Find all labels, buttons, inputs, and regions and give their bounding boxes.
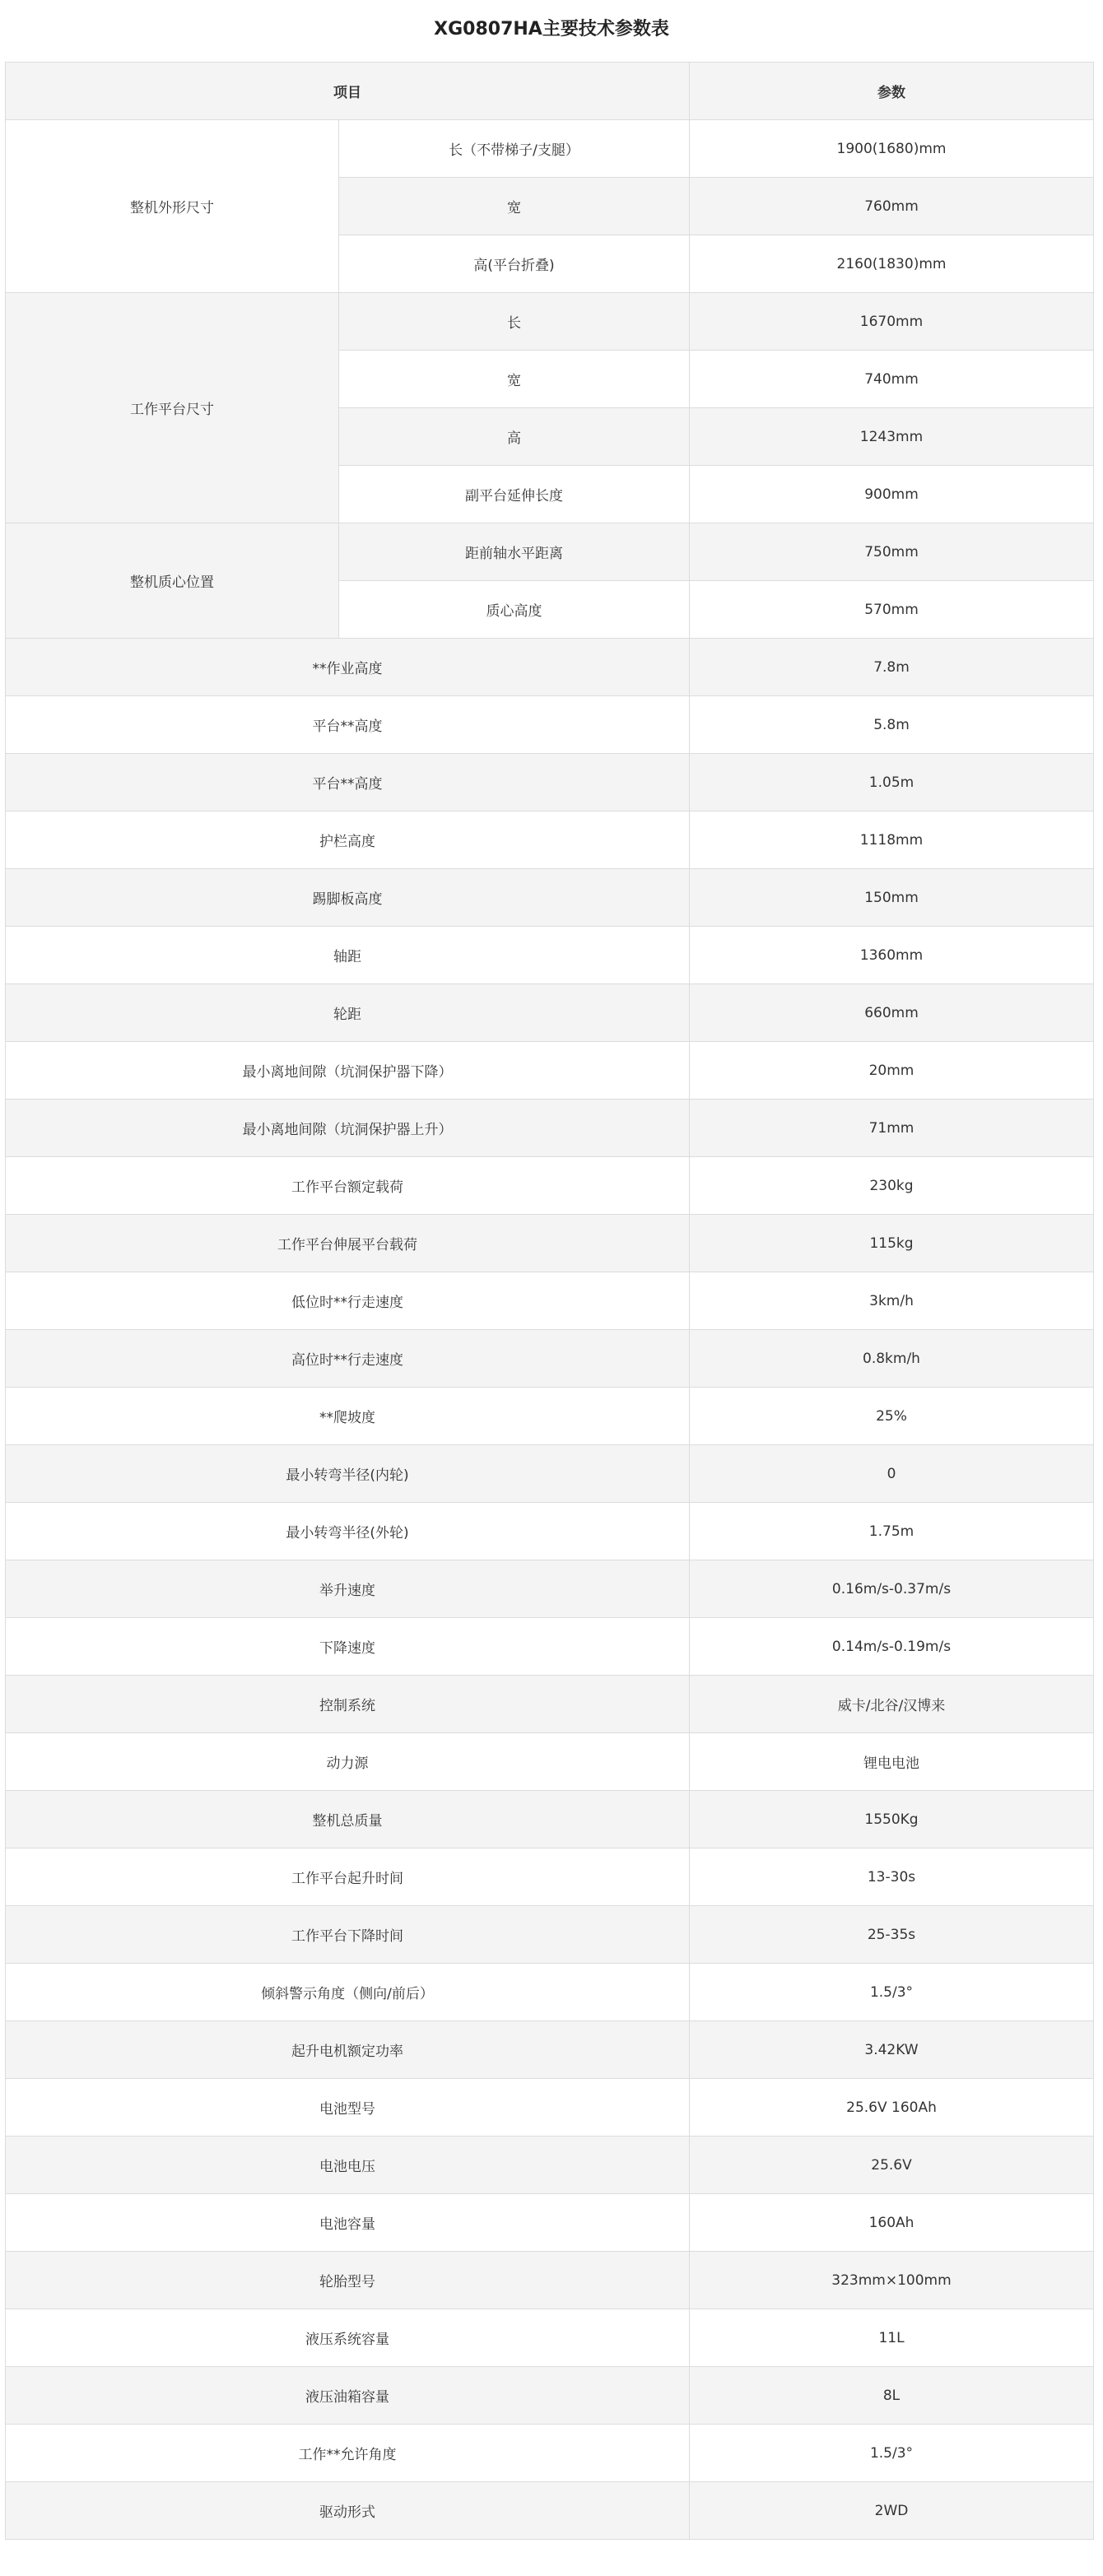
group-label: 工作平台尺寸 <box>6 293 339 523</box>
param-value: 锂电电池 <box>690 1733 1094 1791</box>
item-label: 轴距 <box>6 927 690 984</box>
table-row <box>6 696 1094 754</box>
table-row <box>6 2079 1094 2137</box>
param-value: 25.6V 160Ah <box>690 2079 1094 2137</box>
item-label: 电池容量 <box>6 2194 690 2252</box>
table-row <box>6 1733 1094 1791</box>
header-param: 参数 <box>690 63 1094 120</box>
table-row <box>6 1503 1094 1560</box>
item-label: **爬坡度 <box>6 1388 690 1445</box>
table-row <box>6 1157 1094 1215</box>
param-value: 25% <box>690 1388 1094 1445</box>
param-value: 2WD <box>690 2482 1094 2540</box>
param-value: 1670mm <box>690 293 1094 351</box>
table-row <box>6 1791 1094 1848</box>
item-label: 控制系统 <box>6 1676 690 1733</box>
item-label: 倾斜警示角度（侧向/前后） <box>6 1964 690 2021</box>
param-value: 740mm <box>690 351 1094 408</box>
table-row <box>6 811 1094 869</box>
table-row <box>6 1388 1094 1445</box>
item-label: 工作平台下降时间 <box>6 1906 690 1964</box>
item-label: 液压系统容量 <box>6 2309 690 2367</box>
param-value: 900mm <box>690 466 1094 523</box>
param-value: 570mm <box>690 581 1094 639</box>
item-label: 工作平台起升时间 <box>6 1848 690 1906</box>
param-value: 0.8km/h <box>690 1330 1094 1388</box>
table-row <box>6 1272 1094 1330</box>
table-row <box>6 1100 1094 1157</box>
table-row <box>6 639 1094 696</box>
sub-item-label: 宽 <box>339 178 690 235</box>
param-value: 230kg <box>690 1157 1094 1215</box>
table-row <box>6 1906 1094 1964</box>
param-value: 0 <box>690 1445 1094 1503</box>
item-label: 工作平台额定载荷 <box>6 1157 690 1215</box>
item-label: 动力源 <box>6 1733 690 1791</box>
param-value: 25-35s <box>690 1906 1094 1964</box>
table-row <box>6 1215 1094 1272</box>
item-label: 平台**高度 <box>6 696 690 754</box>
table-row <box>6 927 1094 984</box>
table-row <box>6 1042 1094 1100</box>
param-value: 660mm <box>690 984 1094 1042</box>
table-row <box>6 2482 1094 2540</box>
table-row <box>6 120 1094 178</box>
item-label: **作业高度 <box>6 639 690 696</box>
param-value: 3.42KW <box>690 2021 1094 2079</box>
item-label: 工作平台伸展平台载荷 <box>6 1215 690 1272</box>
table-row <box>6 1848 1094 1906</box>
param-value: 20mm <box>690 1042 1094 1100</box>
spec-table <box>5 62 1094 2540</box>
sub-item-label: 副平台延伸长度 <box>339 466 690 523</box>
param-value: 11L <box>690 2309 1094 2367</box>
param-value: 71mm <box>690 1100 1094 1157</box>
param-value: 25.6V <box>690 2137 1094 2194</box>
group-label: 整机质心位置 <box>6 523 339 639</box>
param-value: 0.14m/s-0.19m/s <box>690 1618 1094 1676</box>
item-label: 整机总质量 <box>6 1791 690 1848</box>
param-value: 1.5/3° <box>690 1964 1094 2021</box>
item-label: 最小离地间隙（坑洞保护器下降） <box>6 1042 690 1100</box>
table-row <box>6 293 1094 351</box>
param-value: 1.05m <box>690 754 1094 811</box>
spec-table-body <box>6 63 1094 2540</box>
param-value: 1118mm <box>690 811 1094 869</box>
page-title: XG0807HA主要技术参数表 <box>434 19 669 40</box>
param-value: 1360mm <box>690 927 1094 984</box>
table-row <box>6 754 1094 811</box>
table-row <box>6 984 1094 1042</box>
item-label: 下降速度 <box>6 1618 690 1676</box>
table-row <box>6 1560 1094 1618</box>
param-value: 1243mm <box>690 408 1094 466</box>
table-row <box>6 2252 1094 2309</box>
param-value: 160Ah <box>690 2194 1094 2252</box>
param-value: 150mm <box>690 869 1094 927</box>
table-row <box>6 2137 1094 2194</box>
table-row <box>6 1618 1094 1676</box>
table-header-row <box>6 63 1094 120</box>
param-value: 5.8m <box>690 696 1094 754</box>
item-label: 高位时**行走速度 <box>6 1330 690 1388</box>
table-row <box>6 1676 1094 1733</box>
param-value: 7.8m <box>690 639 1094 696</box>
item-label: 最小离地间隙（坑洞保护器上升） <box>6 1100 690 1157</box>
sub-item-label: 质心高度 <box>339 581 690 639</box>
table-row <box>6 2021 1094 2079</box>
item-label: 轮胎型号 <box>6 2252 690 2309</box>
param-value: 8L <box>690 2367 1094 2425</box>
item-label: 踢脚板高度 <box>6 869 690 927</box>
param-value: 13-30s <box>690 1848 1094 1906</box>
param-value: 0.16m/s-0.37m/s <box>690 1560 1094 1618</box>
header-item: 项目 <box>6 63 690 120</box>
item-label: 液压油箱容量 <box>6 2367 690 2425</box>
param-value: 760mm <box>690 178 1094 235</box>
item-label: 轮距 <box>6 984 690 1042</box>
param-value: 750mm <box>690 523 1094 581</box>
sub-item-label: 宽 <box>339 351 690 408</box>
sub-item-label: 长（不带梯子/支腿） <box>339 120 690 178</box>
item-label: 起升电机额定功率 <box>6 2021 690 2079</box>
param-value: 1.5/3° <box>690 2425 1094 2482</box>
table-row <box>6 1964 1094 2021</box>
table-row <box>6 2367 1094 2425</box>
item-label: 护栏高度 <box>6 811 690 869</box>
param-value: 323mm×100mm <box>690 2252 1094 2309</box>
param-value: 1900(1680)mm <box>690 120 1094 178</box>
param-value: 1550Kg <box>690 1791 1094 1848</box>
param-value: 2160(1830)mm <box>690 235 1094 293</box>
sub-item-label: 长 <box>339 293 690 351</box>
item-label: 工作**允许角度 <box>6 2425 690 2482</box>
sub-item-label: 高 <box>339 408 690 466</box>
table-row <box>6 523 1094 581</box>
param-value: 1.75m <box>690 1503 1094 1560</box>
sub-item-label: 距前轴水平距离 <box>339 523 690 581</box>
param-value: 115kg <box>690 1215 1094 1272</box>
table-row <box>6 2194 1094 2252</box>
table-row <box>6 2309 1094 2367</box>
item-label: 平台**高度 <box>6 754 690 811</box>
table-row <box>6 869 1094 927</box>
item-label: 最小转弯半径(外轮) <box>6 1503 690 1560</box>
item-label: 电池型号 <box>6 2079 690 2137</box>
item-label: 驱动形式 <box>6 2482 690 2540</box>
group-label: 整机外形尺寸 <box>6 120 339 293</box>
table-row <box>6 2425 1094 2482</box>
item-label: 低位时**行走速度 <box>6 1272 690 1330</box>
table-row <box>6 1445 1094 1503</box>
param-value: 3km/h <box>690 1272 1094 1330</box>
param-value: 威卡/北谷/汉博来 <box>690 1676 1094 1733</box>
item-label: 最小转弯半径(内轮) <box>6 1445 690 1503</box>
item-label: 电池电压 <box>6 2137 690 2194</box>
item-label: 举升速度 <box>6 1560 690 1618</box>
table-row <box>6 1330 1094 1388</box>
sub-item-label: 高(平台折叠) <box>339 235 690 293</box>
